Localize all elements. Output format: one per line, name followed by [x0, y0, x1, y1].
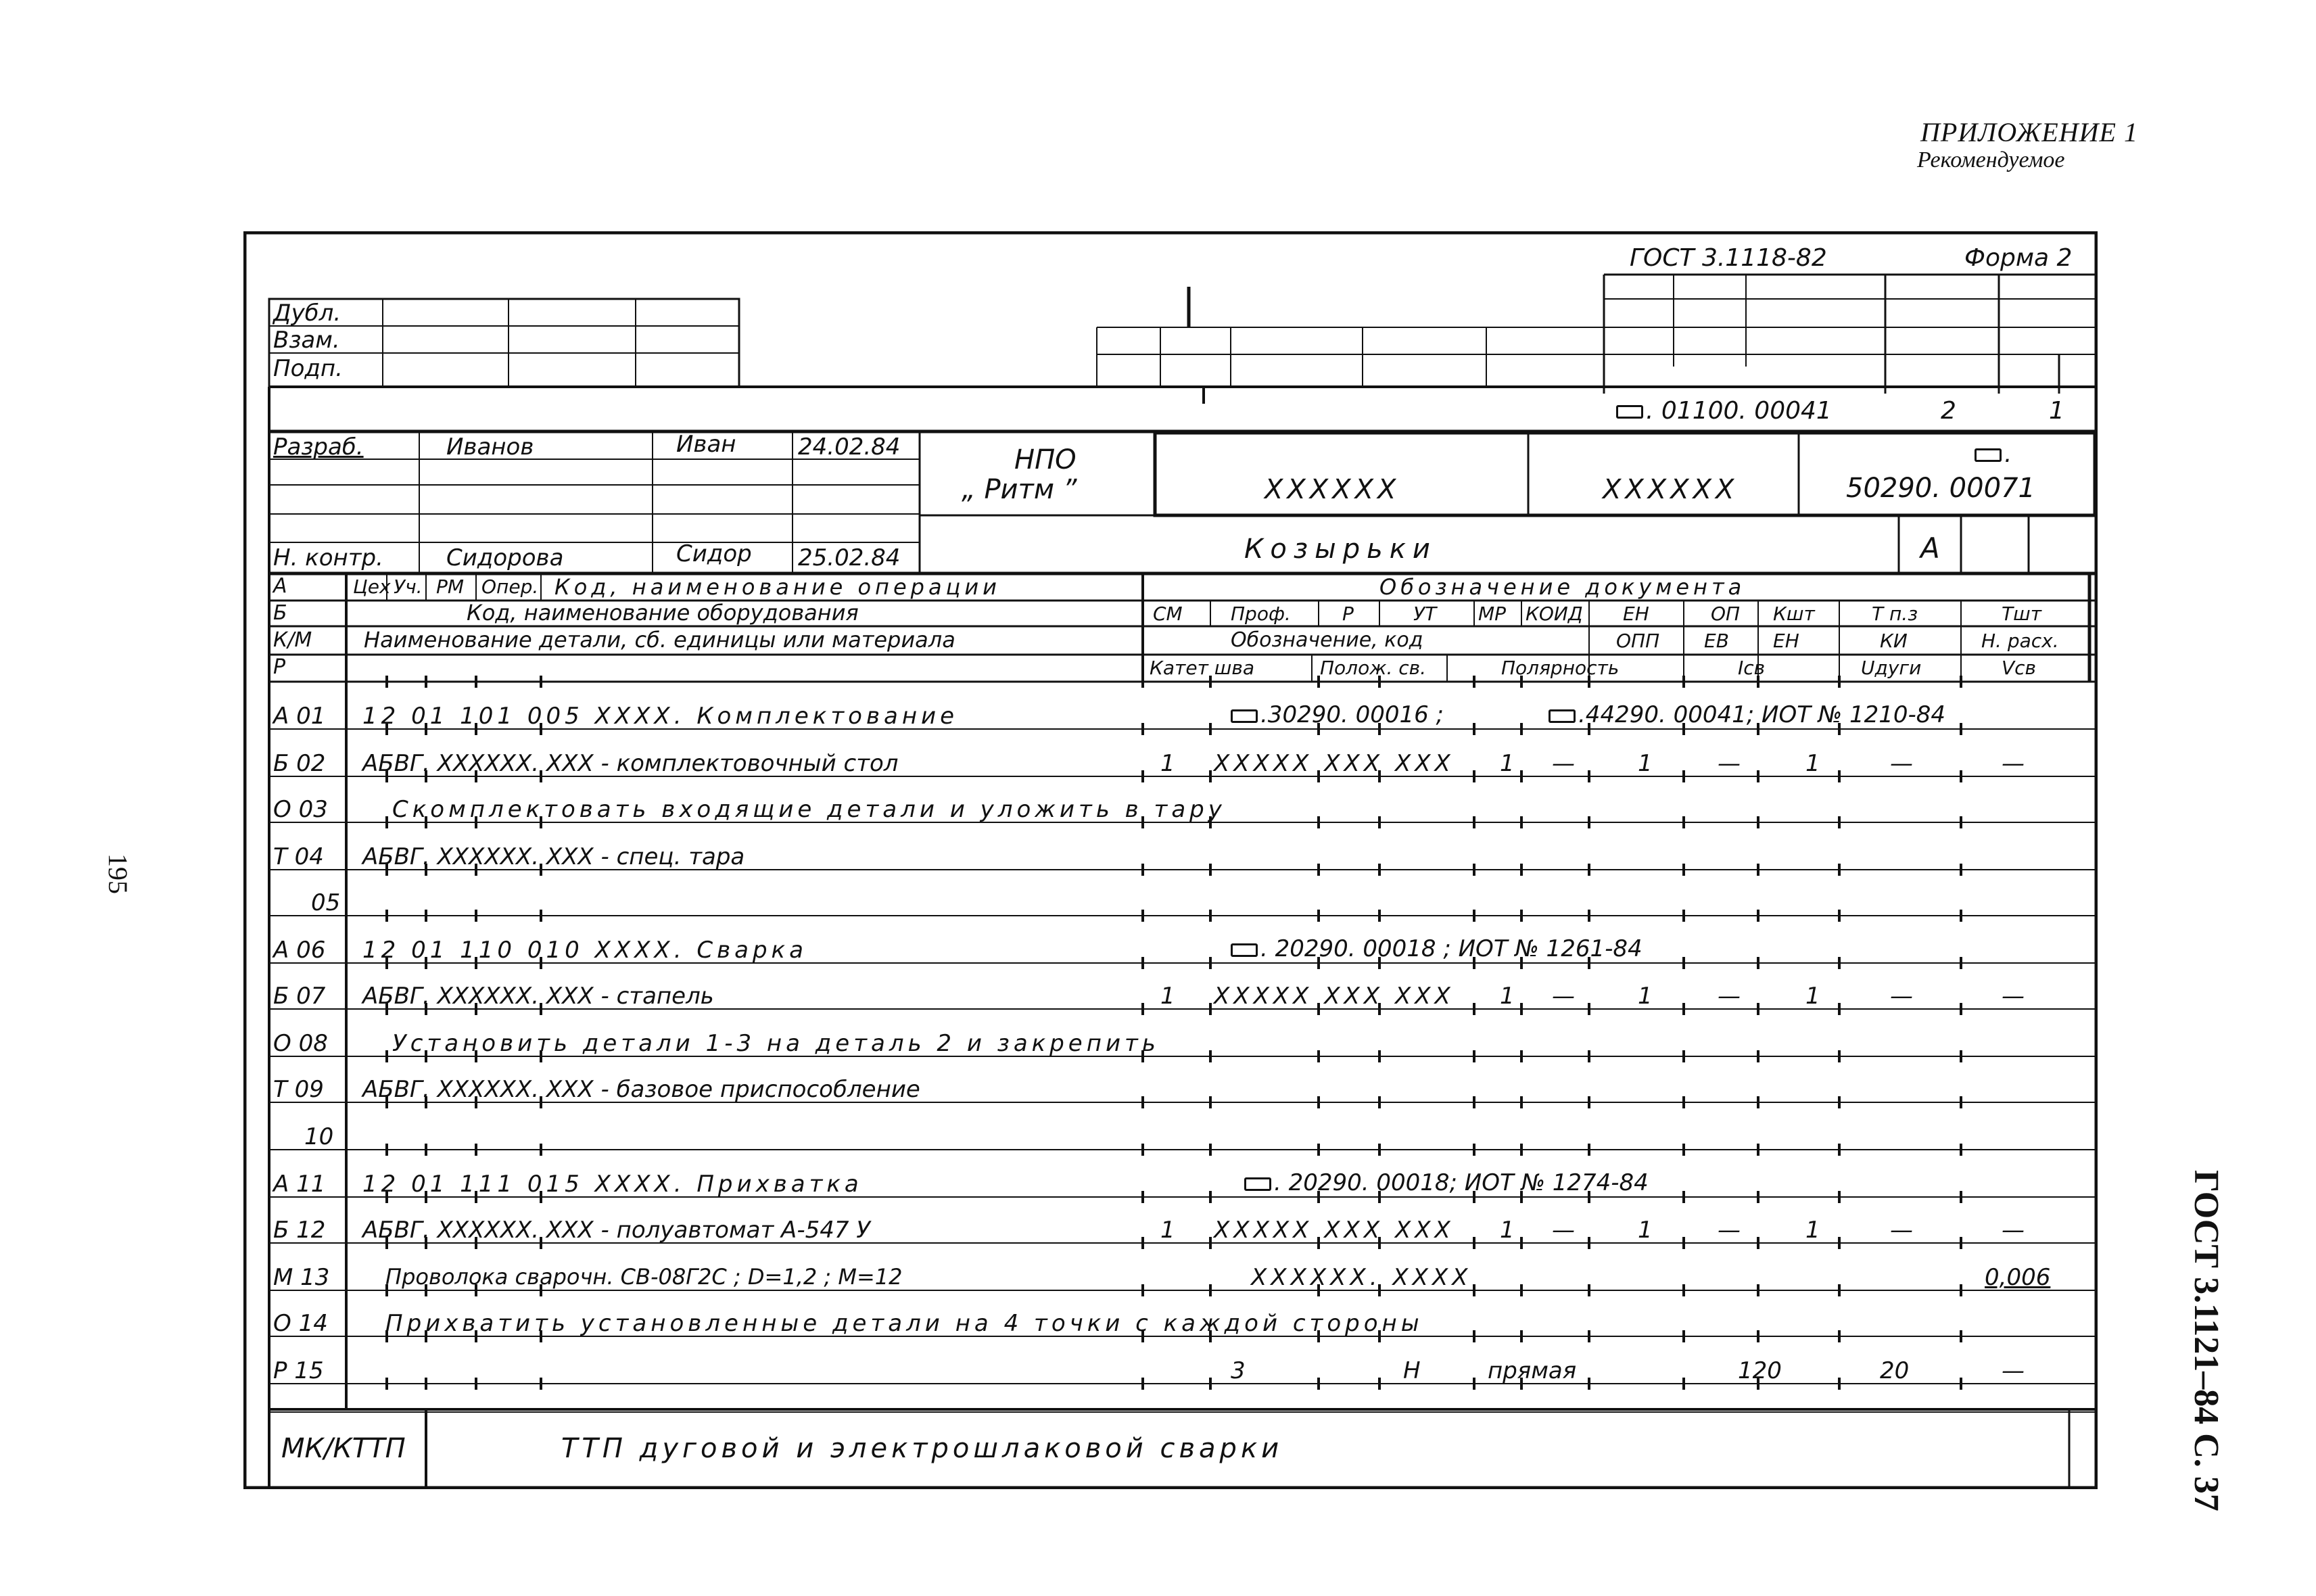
head-r-polar: Полярность	[1501, 657, 1620, 679]
nkontr-signature: Сидор	[676, 540, 752, 567]
stamp-podp: Подп.	[273, 355, 343, 382]
org-name-line2: „ Ритм ”	[962, 474, 1077, 505]
stamp-vzam: Взам.	[273, 327, 340, 354]
head-km-nrash: Н. расх.	[1981, 630, 2059, 652]
row-material-code: XXXXXX. XXXX	[1251, 1264, 1472, 1291]
row-c1: 1	[1160, 983, 1175, 1010]
row-vsv: —	[2002, 1357, 2025, 1384]
head-b-ut: УТ	[1413, 603, 1437, 625]
row-c1: 1	[1160, 1217, 1175, 1244]
row-poloz: Н	[1403, 1357, 1421, 1384]
head-km-en: ЕН	[1773, 630, 1799, 652]
row-num: А 01	[273, 703, 326, 730]
row-c8: —	[1890, 1217, 1913, 1244]
head-b-mr: МР	[1478, 603, 1507, 625]
row-num: Б 12	[273, 1217, 326, 1244]
row-text: 12 01 111 015 XXXX. Прихватка	[362, 1171, 863, 1198]
row-num: А 11	[273, 1171, 326, 1198]
nkontr-label: Н. контр.	[273, 544, 383, 571]
head-b-sm: СМ	[1153, 603, 1183, 625]
gost-number: ГОСТ 3.1118-82	[1630, 244, 1827, 272]
head-r-udugi: Uдуги	[1861, 657, 1922, 679]
row-udugi: 20	[1880, 1357, 1910, 1384]
appendix-title: ПРИЛОЖЕНИЕ 1	[1920, 117, 2138, 147]
row-doc: . 20290. 00018 ; ИОТ № 1261-84	[1231, 937, 1643, 960]
razrab-date: 24.02.84	[798, 433, 901, 461]
row-num: А 06	[273, 937, 326, 964]
side-standard: ГОСТ 3.1121–84 С. 37	[2187, 1170, 2225, 1511]
appendix-subtitle: Рекомендуемое	[1917, 147, 2065, 172]
row-c5: 1	[1638, 983, 1653, 1010]
row-icv: 120	[1738, 1357, 1782, 1384]
head-a-uch: Уч.	[394, 576, 423, 598]
row-katet: 3	[1231, 1357, 1246, 1384]
rectangle-icon	[1231, 943, 1258, 957]
row-num: М 13	[273, 1264, 330, 1291]
head-b-op: ОП	[1711, 603, 1741, 625]
head-b-r: Р	[1342, 603, 1354, 625]
row-doc: .30290. 00016 ;	[1231, 703, 1444, 726]
nkontr-name: Сидорова	[446, 544, 564, 571]
form-number: Форма 2	[1964, 244, 2073, 272]
row-text: АБВГ. XXXXXX. XXX - стапель	[362, 983, 714, 1010]
row-c4: —	[1552, 750, 1575, 777]
head-b-tsht: Тшт	[2002, 603, 2042, 625]
row-num: Т 09	[273, 1076, 324, 1103]
row-num: Б 02	[273, 750, 326, 777]
head-b-ksht: Кшт	[1773, 603, 1815, 625]
field-1: XXXXXX	[1265, 474, 1400, 505]
head-r-icv: Iсв	[1738, 657, 1766, 679]
head-a-kod: Код, наименование операции	[554, 574, 1001, 600]
sheets-total: 1	[2049, 397, 2064, 425]
head-b-prof: Проф.	[1231, 603, 1291, 625]
part-name: Козырьки	[1244, 534, 1437, 565]
head-a-code: А	[273, 574, 287, 598]
row-text: Проволока сварочн. СВ-08Г2С ; D=1,2 ; М=12	[385, 1264, 903, 1290]
head-km-oboz: Обозначение, код	[1231, 628, 1423, 652]
row-num: Т 04	[273, 843, 324, 870]
row-c1: 1	[1160, 750, 1175, 777]
head-a-ceh: Цех	[353, 576, 391, 598]
head-r-code: Р	[273, 655, 286, 679]
rectangle-icon	[1549, 709, 1576, 723]
doc-code: . 01100. 00041	[1616, 399, 1832, 423]
row-c3: 1	[1500, 983, 1515, 1010]
head-km-code: К/М	[273, 628, 312, 652]
head-a-doc: Обозначение документа	[1379, 574, 1746, 600]
sheet-number: 2	[1941, 397, 1956, 425]
razrab-signature: Иван	[676, 431, 736, 458]
row-num: О 03	[273, 796, 328, 823]
row-c7: 1	[1805, 750, 1820, 777]
row-text: 12 01 101 005 XXXX. Комплектование	[362, 703, 959, 730]
row-num: О 08	[273, 1030, 328, 1057]
row-c6: —	[1718, 750, 1741, 777]
head-km-kod: Наименование детали, сб. единицы или материала	[364, 627, 955, 653]
row-text: Скомплектовать входящие детали и уложить в тару	[392, 796, 1226, 823]
row-c5: 1	[1638, 1217, 1653, 1244]
head-a-oper: Опер.	[481, 576, 539, 598]
row-c7: 1	[1805, 983, 1820, 1010]
stamp-dubl: Дубл.	[273, 300, 341, 327]
rectangle-icon	[1231, 709, 1258, 723]
row-c3: 1	[1500, 1217, 1515, 1244]
row-c9: —	[2002, 983, 2025, 1010]
row-text: АБВГ. XXXXXX. XXX - базовое приспособление	[362, 1076, 920, 1103]
org-name-line1: НПО	[1014, 444, 1077, 475]
row-text: АБВГ. XXXXXX. XXX - комплектовочный стол	[362, 750, 899, 777]
row-num: О 14	[273, 1310, 328, 1337]
row-c8: —	[1890, 983, 1913, 1010]
row-c4: —	[1552, 1217, 1575, 1244]
page-number: 195	[103, 853, 133, 894]
row-text: Прихватить установленные детали на 4 точки с каждой стороны	[385, 1310, 1423, 1337]
row-c3: 1	[1500, 750, 1515, 777]
row-c2: XXXXX XXX XXX	[1214, 983, 1455, 1010]
head-a-rm: РМ	[436, 576, 465, 598]
row-num: Б 07	[273, 983, 326, 1010]
field-2: XXXXXX	[1603, 474, 1739, 505]
row-num: 10	[304, 1123, 334, 1150]
head-r-poloz: Полож. св.	[1320, 657, 1427, 679]
head-b-tpz: Т п.з	[1872, 603, 1918, 625]
head-b-koid: КОИД	[1526, 603, 1583, 625]
row-c2: XXXXX XXX XXX	[1214, 1217, 1455, 1244]
head-b-en: ЕН	[1623, 603, 1649, 625]
footer-label: МК/КТТП	[281, 1433, 406, 1464]
row-doc: . 20290. 00018; ИОТ № 1274-84	[1244, 1171, 1649, 1194]
head-b-kod: Код, наименование оборудования	[467, 600, 859, 626]
razrab-label: Разраб.	[273, 433, 364, 461]
row-c5: 1	[1638, 750, 1653, 777]
nkontr-date: 25.02.84	[798, 544, 901, 571]
row-text: АБВГ. XXXXXX. XXX - спец. тара	[362, 843, 745, 870]
head-b-code: Б	[273, 601, 287, 625]
head-km-ki: КИ	[1880, 630, 1908, 652]
razrab-name: Иванов	[446, 433, 534, 461]
row-text: Установить детали 1-3 на деталь 2 и закрепить	[392, 1030, 1160, 1057]
head-r-vsv: Vсв	[2002, 657, 2037, 679]
field-3-top: .	[1975, 442, 2012, 467]
head-r-katet: Катет шва	[1150, 657, 1255, 679]
row-text: 12 01 110 010 XXXX. Сварка	[362, 937, 807, 964]
row-c9: —	[2002, 750, 2025, 777]
rectangle-icon	[1244, 1177, 1271, 1191]
row-doc2: .44290. 00041; ИОТ № 1210-84	[1549, 703, 1945, 726]
row-num: 05	[311, 889, 341, 916]
row-c2: XXXXX XXX XXX	[1214, 750, 1455, 777]
head-km-opp: ОПП	[1616, 630, 1660, 652]
row-polar: прямая	[1488, 1357, 1577, 1384]
row-c4: —	[1552, 983, 1575, 1010]
row-norm-rash: 0,006	[1985, 1264, 2051, 1291]
row-c8: —	[1890, 750, 1913, 777]
row-num: Р 15	[273, 1357, 324, 1384]
footer-text: ТТП дуговой и электрошлаковой сварки	[561, 1433, 1283, 1464]
row-text: АБВГ. XXXXXX. XXX - полуавтомат А-547 У	[362, 1217, 871, 1244]
route-card-form	[243, 231, 2098, 1489]
field-3-bottom: 50290. 00071	[1846, 473, 2035, 504]
rectangle-icon	[1975, 448, 2002, 462]
row-c7: 1	[1805, 1217, 1820, 1244]
row-c6: —	[1718, 1217, 1741, 1244]
head-km-ev: ЕВ	[1704, 630, 1729, 652]
row-c6: —	[1718, 983, 1741, 1010]
row-c9: —	[2002, 1217, 2025, 1244]
rectangle-icon	[1616, 405, 1643, 419]
part-letter: А	[1920, 532, 1940, 565]
